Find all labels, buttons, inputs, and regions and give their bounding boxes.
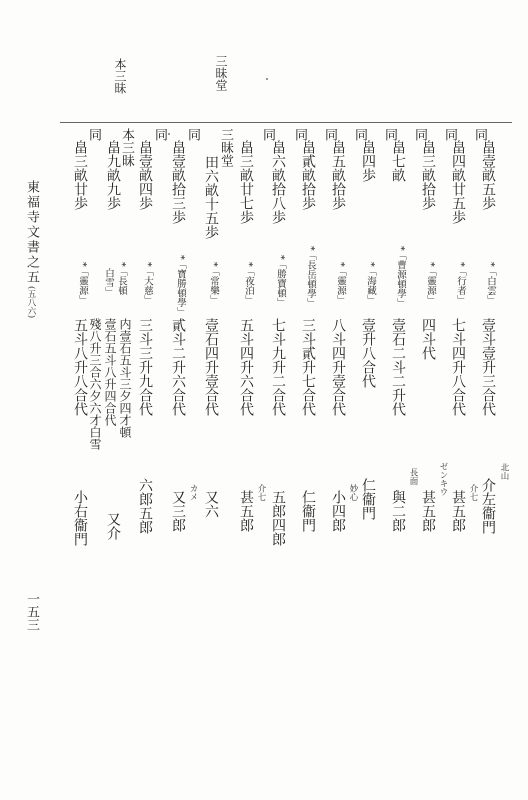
tenant-name: 又六 [203, 490, 219, 518]
tenant-name: 介左衞門 [480, 478, 496, 534]
owner-label: 同 [382, 128, 397, 141]
field-note: *「寶勝頓學」 [175, 255, 186, 317]
tax-amount: 壹斗壹升三合代 [480, 318, 496, 416]
owner-label: 三昧堂 [218, 128, 233, 167]
page-number: 一五三 [24, 592, 39, 631]
field-note: *「海藏」 [365, 262, 376, 305]
kana-annotation: 介七 [468, 484, 478, 501]
upper-label-sanmaido: 三昧堂 [214, 55, 228, 91]
tenant-name: 與二郎 [390, 490, 406, 532]
owner-label: 同 [86, 128, 101, 141]
owner-label: 同 [412, 128, 427, 141]
tax-amount: 五斗八升八合代 [72, 318, 88, 416]
tenant-name: 六郎五郎 [137, 478, 153, 534]
field-entry: 畠五畝拾歩 [330, 140, 346, 210]
field-entry: 畠九畝九歩 [105, 140, 121, 210]
field-entry: 畠四歩 [360, 140, 376, 182]
kana-annotation: カメ [188, 484, 198, 501]
owner-label: 同 [260, 128, 275, 141]
owner-label: 同 [152, 128, 167, 141]
tenant-name: 仁衞門 [360, 478, 376, 520]
kana-annotation: ゼンキウ [438, 462, 448, 496]
owner-label: 同 [472, 128, 487, 141]
tax-breakdown: 壹石五斗八升四合代 [103, 318, 117, 426]
field-entry: 畠貳畝拾歩 [300, 140, 316, 210]
owner-label: 本三昧 [119, 128, 134, 167]
field-note: *「夜泊」 [243, 262, 254, 305]
kana-annotation: 妙心 [348, 484, 358, 501]
book-title: 東福寺文書之五 [24, 180, 39, 285]
location-note: 北山 [499, 463, 509, 480]
field-note: *「靈源」 [335, 262, 346, 305]
field-note: *「長頓 [116, 262, 127, 296]
tax-amount: 三斗貳升七合代 [300, 318, 316, 416]
tenant-name: 甚五郎 [238, 490, 254, 532]
tax-amount: 七斗九升二合代 [270, 318, 286, 416]
tenant-name: 仁衞門 [300, 490, 316, 532]
field-note: *「曹源頓學」 [395, 246, 406, 308]
field-entry: 畠三畝拾歩 [420, 140, 436, 210]
tax-amount: 貳斗二升六合代 [170, 318, 186, 416]
tax-breakdown: 殘八升三合六夕六才白雪 [88, 318, 102, 450]
tax-amount: 七斗四升八合代 [450, 318, 466, 416]
field-note: *「長岳頓學」 [305, 246, 316, 308]
field-entry: 畠六畝拾八歩 [270, 140, 286, 224]
tenant-name: 又介 [105, 512, 121, 540]
tax-amount: 三斗三升九合代 [137, 318, 153, 416]
owner-label: 同 [442, 128, 457, 141]
field-note: *「靈源」 [425, 262, 436, 305]
field-entry: 畠三畝廿七歩 [238, 140, 254, 224]
field-note: 白雪」 [103, 268, 114, 297]
tax-amount: 壹升八合代 [360, 318, 376, 388]
tax-amount: 壹石四升壹合代 [203, 318, 219, 416]
tenant-name: 又三郎 [170, 490, 186, 532]
field-note: *「常樂」 [208, 262, 219, 305]
owner-label: 同 [185, 128, 200, 141]
tax-amount: 壹石二斗二升代 [390, 318, 406, 416]
field-note: *「靈源」 [77, 262, 88, 305]
tax-breakdown: 内壹石五斗三夕四才頓 [118, 318, 132, 438]
owner-label: 同 [292, 128, 307, 141]
speck [266, 78, 268, 80]
field-entry: 畠四畝廿五歩 [450, 140, 466, 224]
field-note: *「大慈」 [142, 262, 153, 305]
kana-annotation: 介七 [256, 484, 266, 501]
tenant-name: 小右衞門 [72, 490, 88, 546]
horizontal-rule [60, 122, 512, 123]
field-entry: 畠七畝 [390, 140, 406, 182]
document-number: (五八六) [26, 286, 36, 319]
tax-amount: 四斗代 [420, 318, 436, 360]
tenant-name: 甚五郎 [450, 490, 466, 532]
tenant-name: 五郎四郎 [270, 490, 286, 546]
field-entry: 畠三畝廿歩 [72, 140, 88, 210]
field-entry: 畠壹畝四歩 [137, 140, 153, 210]
tax-amount: 八斗四升壹合代 [330, 318, 346, 416]
owner-label: 同 [352, 128, 367, 141]
tax-amount: 五斗四升六合代 [238, 318, 254, 416]
field-entry: 田六畝十五歩 [203, 155, 219, 239]
owner-label: 同 [322, 128, 337, 141]
location-note: 長面 [408, 468, 418, 485]
field-entry: 畠壹畝五歩 [480, 140, 496, 210]
field-entry: 畠壹畝拾三歩 [170, 140, 186, 224]
tenant-name: 甚五郎 [420, 490, 436, 532]
tenant-name: 小四郎 [330, 490, 346, 532]
upper-label-hon-sanmai: 本三昧 [113, 58, 127, 94]
field-note: *「白雲」 [485, 262, 496, 305]
field-note: *「勝寶頓」 [275, 255, 286, 308]
field-note: *「行者」 [455, 262, 466, 305]
